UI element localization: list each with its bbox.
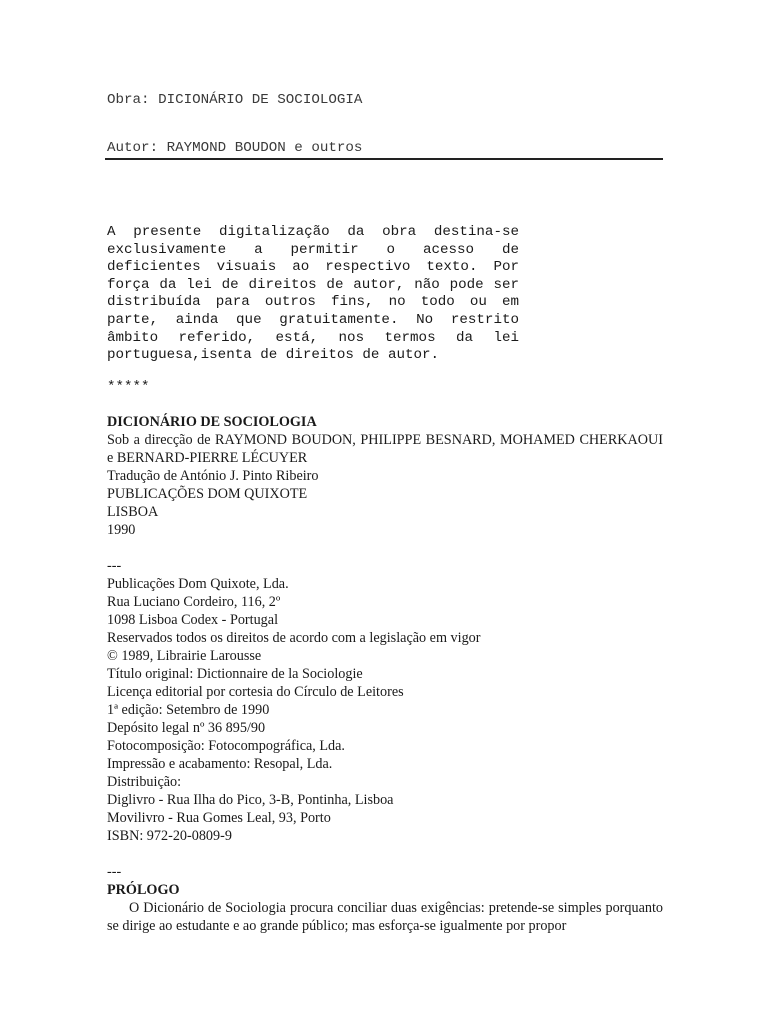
header-divider [105, 158, 663, 160]
imprint-line: © 1989, Librairie Larousse [107, 648, 262, 664]
author-line: Autor: RAYMOND BOUDON e outros [107, 140, 363, 156]
imprint-line: Impressão e acabamento: Resopal, Lda. [107, 756, 333, 772]
imprint-line: Movilivro - Rua Gomes Leal, 93, Porto [107, 810, 331, 826]
imprint-line: 1ª edição: Setembro de 1990 [107, 702, 270, 718]
digitization-notice: A presente digitalização da obra destina-se exclusivamente a permitir o acesso de deficientes visuais ao respectivo texto. Por força da lei de direitos de autor, não pode ser distribuída para outros fins, no todo ou em parte, ainda que gratuitamente. No restrito âmbito referido, está, nos termos da lei portuguesa,isenta de direitos de autor. [107, 224, 519, 364]
imprint-line: Rua Luciano Cordeiro, 116, 2º [107, 594, 281, 610]
publisher-name: PUBLICAÇÕES DOM QUIXOTE [107, 486, 308, 502]
imprint-line: ISBN: 972-20-0809-9 [107, 828, 232, 844]
dash-separator: --- [107, 558, 122, 574]
imprint-line: Distribuição: [107, 774, 182, 790]
editorial-direction: Sob a direcção de RAYMOND BOUDON, PHILIPPE BESNARD, MOHAMED CHERKAOUI e BERNARD-PIERRE LÉCUYER [107, 432, 663, 466]
prologue-text: O Dicionário de Sociologia procura conciliar duas exigências: pretende-se simples porquanto se dirige ao estudante e ao grande público; mas esforça-se igualmente por propor [107, 900, 663, 934]
imprint-line: Diglivro - Rua Ilha do Pico, 3-B, Pontinha, Lisboa [107, 792, 394, 808]
prologue-heading: PRÓLOGO [107, 882, 180, 898]
publication-year: 1990 [107, 522, 136, 538]
work-title-line: Obra: DICIONÁRIO DE SOCIOLOGIA [107, 92, 363, 108]
imprint-line: Publicações Dom Quixote, Lda. [107, 576, 289, 592]
imprint-line: Título original: Dictionnaire de la Sociologie [107, 666, 363, 682]
imprint-line: Reservados todos os direitos de acordo com a legislação em vigor [107, 630, 481, 646]
translation-credit: Tradução de António J. Pinto Ribeiro [107, 468, 319, 484]
dash-separator: --- [107, 864, 122, 880]
imprint-line: Depósito legal nº 36 895/90 [107, 720, 266, 736]
book-front-matter [107, 413, 663, 935]
imprint-line: Licença editorial por cortesia do Círculo de Leitores [107, 684, 404, 700]
book-title: DICIONÁRIO DE SOCIOLOGIA [107, 414, 317, 430]
star-separator: ***** [107, 379, 150, 395]
imprint-line: Fotocomposição: Fotocompográfica, Lda. [107, 738, 345, 754]
imprint-line: 1098 Lisboa Codex - Portugal [107, 612, 279, 628]
publication-city: LISBOA [107, 504, 159, 520]
